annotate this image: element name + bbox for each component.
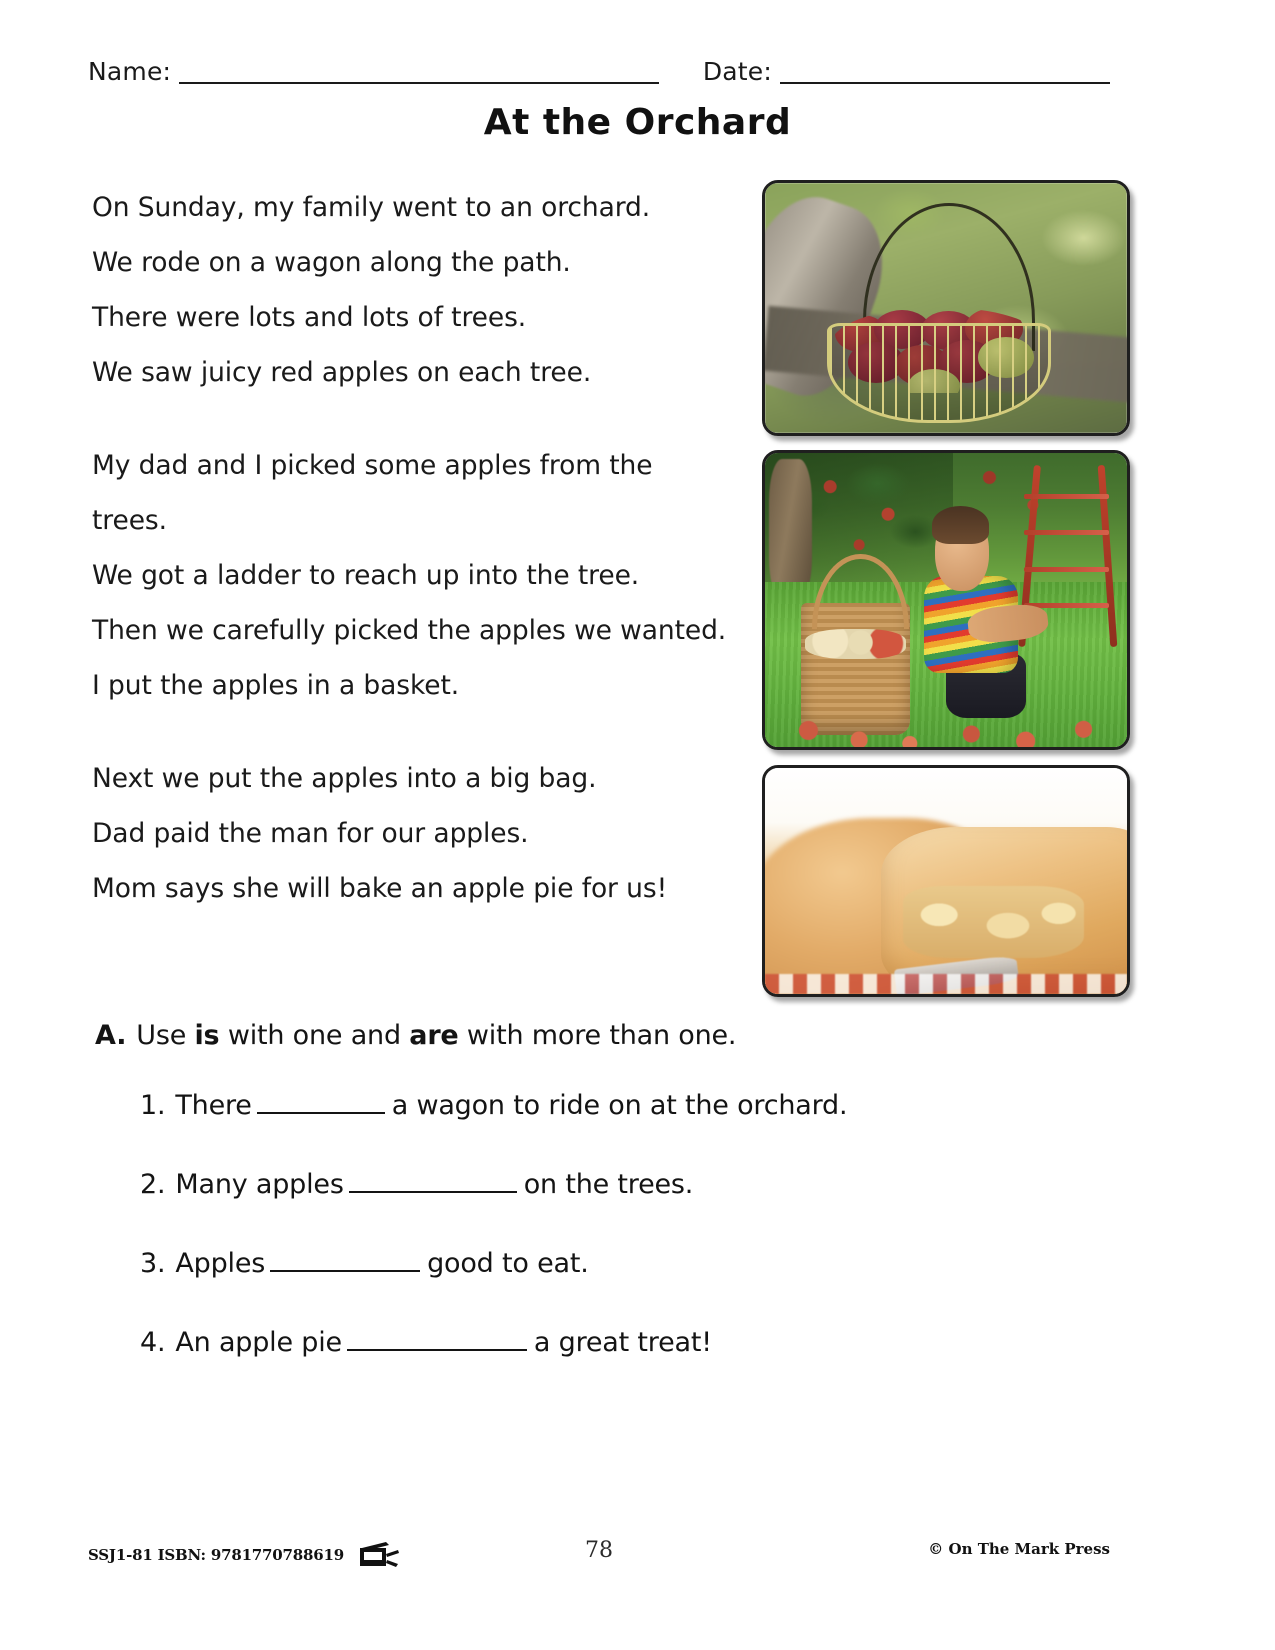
- answer-blank[interactable]: [349, 1170, 517, 1193]
- apple-filling: [903, 886, 1084, 958]
- story-line: We got a ladder to reach up into the tree.: [92, 560, 640, 591]
- answer-blank[interactable]: [347, 1328, 527, 1351]
- date-input-line[interactable]: [780, 82, 1110, 84]
- question-list: [140, 1090, 1100, 1358]
- section-a: [95, 1020, 1095, 1052]
- story-line: We rode on a wagon along the path.: [92, 247, 571, 278]
- story-line: Dad paid the man for our apples.: [92, 818, 529, 849]
- instruction-part-3: with more than one.: [458, 1020, 737, 1051]
- apple-basket-photo-art: [765, 183, 1127, 433]
- page-title: At the Orchard: [483, 102, 792, 143]
- name-label: Name:: [88, 57, 172, 86]
- question-text-after: on the trees.: [523, 1169, 694, 1201]
- question-text-before: There: [175, 1090, 252, 1121]
- instruction-part-2: with one and: [219, 1020, 410, 1051]
- question-item: [140, 1248, 1100, 1279]
- date-label: Date:: [702, 57, 772, 86]
- apple-basket-photo: [762, 180, 1130, 436]
- story-line: I put the apples in a basket.: [92, 670, 460, 701]
- fallen-apples: [765, 688, 1127, 747]
- apple-pie-photo: [762, 765, 1130, 997]
- answer-blank[interactable]: [257, 1091, 385, 1114]
- question-text-before: Many apples: [175, 1169, 344, 1201]
- boy-in-orchard-photo-art: [765, 453, 1127, 747]
- story-text: [92, 180, 732, 916]
- date-group: [703, 59, 1110, 86]
- paragraph-spacer: [92, 713, 732, 751]
- basket-apples: [805, 629, 906, 658]
- question-text-before: Apples: [175, 1248, 266, 1280]
- answer-blank[interactable]: [270, 1249, 420, 1272]
- ladder-rung: [1024, 530, 1109, 535]
- footer-publisher: © On The Mark Press: [928, 1540, 1110, 1558]
- question-text-after: a great treat!: [533, 1327, 712, 1359]
- question-item: [140, 1090, 1100, 1121]
- question-number: 3.: [140, 1248, 166, 1280]
- section-a-instruction: [95, 1020, 1095, 1052]
- instruction-bold-is: is: [194, 1020, 220, 1051]
- footer-isbn: SSJ1-81 ISBN: 9781770788619: [88, 1546, 344, 1564]
- question-item: [140, 1327, 1100, 1358]
- instruction-bold-are: are: [409, 1020, 459, 1051]
- question-number: 2.: [140, 1169, 166, 1201]
- boy-in-orchard-photo: [762, 450, 1130, 750]
- question-text-after: a wagon to ride on at the orchard.: [391, 1090, 848, 1121]
- story-line: On Sunday, my family went to an orchard.: [92, 192, 651, 223]
- question-text-before: An apple pie: [175, 1327, 342, 1359]
- question-number: 1.: [140, 1090, 166, 1121]
- story-line: Mom says she will bake an apple pie for us!: [92, 873, 668, 904]
- ladder-rung: [1024, 494, 1109, 499]
- apple-pie-photo-art: [765, 768, 1127, 994]
- page-footer: [88, 1534, 1110, 1568]
- name-input-line[interactable]: [179, 82, 659, 84]
- story-line: My dad and I picked some apples from the trees.: [92, 450, 653, 536]
- question-number: 4.: [140, 1327, 166, 1359]
- story-line: There were lots and lots of trees.: [92, 302, 527, 333]
- instruction-part-1: Use: [136, 1020, 195, 1051]
- story-line: Next we put the apples into a big bag.: [92, 763, 597, 794]
- paragraph-spacer: [92, 400, 732, 438]
- question-text-after: good to eat.: [427, 1248, 589, 1280]
- ladder-rail-right: [1098, 465, 1118, 647]
- story-line: Then we carefully picked the apples we wanted.: [92, 615, 727, 646]
- checked-tablecloth: [765, 974, 1127, 994]
- page-number: 78: [585, 1538, 613, 1563]
- ladder-rung: [1024, 567, 1109, 572]
- story-line: We saw juicy red apples on each tree.: [92, 357, 592, 388]
- question-item: [140, 1169, 1100, 1200]
- name-date-header: [88, 46, 1110, 86]
- boy-hair: [932, 506, 990, 544]
- section-a-letter: A.: [95, 1020, 127, 1051]
